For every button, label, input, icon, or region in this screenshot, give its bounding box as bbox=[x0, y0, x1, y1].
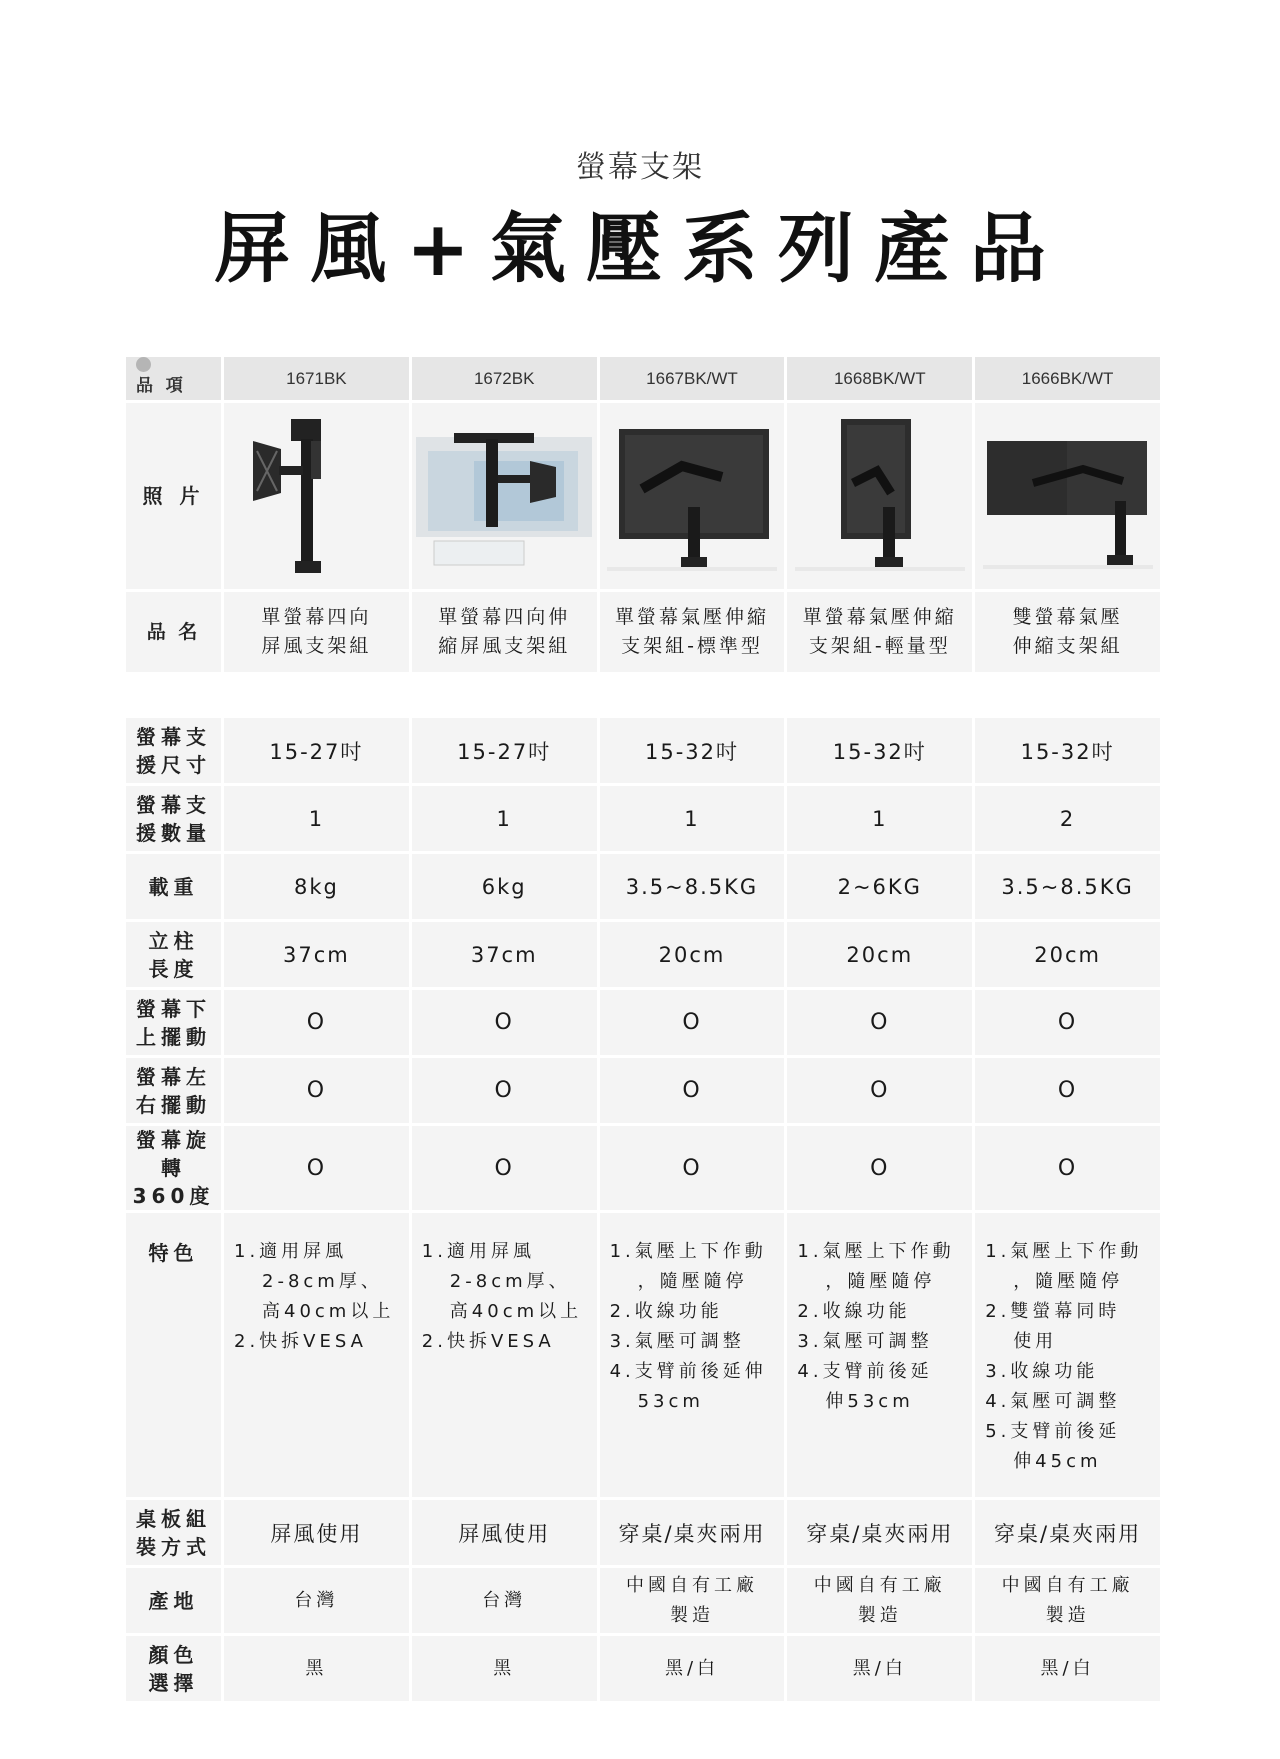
spec-value: 穿桌/桌夾兩用 bbox=[975, 1500, 1160, 1565]
feature-line: 1.適用屏風 bbox=[421, 1241, 535, 1262]
spec-value: 台灣 bbox=[224, 1568, 409, 1633]
spec-row bbox=[126, 922, 1160, 987]
spec-label: 螢幕左 右擺動 bbox=[126, 1058, 221, 1123]
spec-value: O bbox=[412, 1126, 597, 1210]
spec-value: 3.5~8.5KG bbox=[975, 854, 1160, 919]
product-photo bbox=[412, 403, 597, 589]
bullet-dot-icon bbox=[136, 357, 151, 372]
spec-value: 穿桌/桌夾兩用 bbox=[787, 1500, 972, 1565]
spec-label: 桌板組 裝方式 bbox=[126, 1500, 221, 1565]
item-label-cell bbox=[126, 357, 221, 400]
spec-value: 1 bbox=[224, 786, 409, 851]
page-title: 屏風+氣壓系列產品 bbox=[214, 204, 1066, 293]
spec-row bbox=[126, 1058, 1160, 1123]
spec-value: 8kg bbox=[224, 854, 409, 919]
feature-line: 2.收線功能 bbox=[797, 1301, 911, 1322]
model-cell: 1671BK bbox=[224, 357, 409, 400]
features-row bbox=[126, 1213, 1160, 1497]
spec-value: O bbox=[975, 1058, 1160, 1123]
spec-value: 3.5~8.5KG bbox=[600, 854, 785, 919]
features-label: 特色 bbox=[126, 1213, 221, 1497]
model-cell: 1666BK/WT bbox=[975, 357, 1160, 400]
feature-line: ，隨壓隨停 bbox=[637, 1271, 748, 1292]
product-name: 單螢幕四向伸 縮屏風支架組 bbox=[412, 592, 597, 672]
spec-value: 中國自有工廠 製造 bbox=[787, 1568, 972, 1633]
feature-line: 2-8cm厚、 bbox=[262, 1271, 383, 1292]
spec-value: 37cm bbox=[412, 922, 597, 987]
spec-value: 20cm bbox=[787, 922, 972, 987]
features-cell bbox=[787, 1213, 972, 1497]
gas-arm-monitor-icon bbox=[795, 411, 965, 581]
product-photo bbox=[975, 403, 1160, 589]
model-header-row bbox=[126, 357, 1160, 400]
item-label: 品 項 bbox=[136, 376, 187, 395]
spec-row bbox=[126, 854, 1160, 919]
spec-value: O bbox=[224, 1126, 409, 1210]
spec-value: 6kg bbox=[412, 854, 597, 919]
spec-value: 中國自有工廠 製造 bbox=[600, 1568, 785, 1633]
feature-line: 2-8cm厚、 bbox=[449, 1271, 571, 1292]
spec-value: 15-32吋 bbox=[975, 718, 1160, 783]
features-cell bbox=[975, 1213, 1160, 1497]
spec-label: 顏色 選擇 bbox=[126, 1636, 221, 1701]
feature-line: 1.氣壓上下作動 bbox=[797, 1241, 955, 1262]
spec-value: O bbox=[787, 1126, 972, 1210]
product-photo bbox=[600, 403, 785, 589]
product-photo bbox=[224, 403, 409, 589]
spec-value: 中國自有工廠 製造 bbox=[975, 1568, 1160, 1633]
photo-label: 照 片 bbox=[126, 403, 221, 589]
feature-line: 高40cm以上 bbox=[262, 1301, 395, 1322]
spec-label: 螢幕旋轉 360度 bbox=[126, 1126, 221, 1210]
feature-line: 4.氣壓可調整 bbox=[985, 1391, 1121, 1412]
product-overview-table bbox=[123, 354, 1163, 675]
photo-row bbox=[126, 403, 1160, 589]
model-cell: 1672BK bbox=[412, 357, 597, 400]
spec-value: O bbox=[600, 990, 785, 1055]
feature-line: 2.快拆VESA bbox=[421, 1331, 555, 1352]
spec-row bbox=[126, 786, 1160, 851]
spec-label: 立柱 長度 bbox=[126, 922, 221, 987]
color-row bbox=[126, 1636, 1160, 1701]
spec-value: O bbox=[412, 1058, 597, 1123]
page-subtitle: 螢幕支架 bbox=[576, 150, 704, 185]
feature-line: 2.收線功能 bbox=[609, 1301, 723, 1322]
feature-line: ，隨壓隨停 bbox=[1013, 1271, 1124, 1292]
features-cell bbox=[600, 1213, 785, 1497]
product-name: 雙螢幕氣壓 伸縮支架組 bbox=[975, 592, 1160, 672]
spec-row bbox=[126, 990, 1160, 1055]
gas-arm-monitor-icon bbox=[607, 411, 777, 581]
origin-row bbox=[126, 1568, 1160, 1633]
spec-label: 螢幕支 援數量 bbox=[126, 786, 221, 851]
spec-value: 15-27吋 bbox=[224, 718, 409, 783]
feature-line: 2.雙螢幕同時 bbox=[985, 1301, 1121, 1322]
feature-line: 4.支臂前後延伸 bbox=[609, 1361, 767, 1382]
feature-line: 5.支臂前後延 bbox=[985, 1421, 1121, 1442]
spec-label: 載重 bbox=[126, 854, 221, 919]
name-label: 品 名 bbox=[126, 592, 221, 672]
model-cell: 1667BK/WT bbox=[600, 357, 785, 400]
spec-value: O bbox=[975, 990, 1160, 1055]
product-name: 單螢幕氣壓伸縮 支架組-標準型 bbox=[600, 592, 785, 672]
feature-line: 1.氣壓上下作動 bbox=[985, 1241, 1143, 1262]
spec-table bbox=[123, 715, 1163, 1704]
spec-value: O bbox=[975, 1126, 1160, 1210]
partition-arm-icon bbox=[414, 411, 594, 581]
feature-line: 伸45cm bbox=[1013, 1451, 1102, 1472]
spec-value: O bbox=[412, 990, 597, 1055]
spec-value: O bbox=[224, 1058, 409, 1123]
spec-label: 螢幕下 上擺動 bbox=[126, 990, 221, 1055]
spec-label: 螢幕支 援尺寸 bbox=[126, 718, 221, 783]
feature-line: 53cm bbox=[637, 1391, 704, 1412]
spec-value: 15-27吋 bbox=[412, 718, 597, 783]
feature-line: 3.氣壓可調整 bbox=[797, 1331, 933, 1352]
spec-label: 產地 bbox=[126, 1568, 221, 1633]
spec-value: O bbox=[600, 1126, 785, 1210]
product-photo bbox=[787, 403, 972, 589]
product-name: 單螢幕氣壓伸縮 支架組-輕量型 bbox=[787, 592, 972, 672]
spec-value: 黑/白 bbox=[975, 1636, 1160, 1701]
spec-value: 2 bbox=[975, 786, 1160, 851]
spec-value: 37cm bbox=[224, 922, 409, 987]
spec-value: 15-32吋 bbox=[787, 718, 972, 783]
mount-row bbox=[126, 1500, 1160, 1565]
spec-value: 黑/白 bbox=[787, 1636, 972, 1701]
spec-value: 屏風使用 bbox=[224, 1500, 409, 1565]
spec-value: 黑/白 bbox=[600, 1636, 785, 1701]
feature-line: 4.支臂前後延 bbox=[797, 1361, 933, 1382]
spec-value: 屏風使用 bbox=[412, 1500, 597, 1565]
model-cell: 1668BK/WT bbox=[787, 357, 972, 400]
clamp-arm-icon bbox=[231, 411, 401, 581]
spec-value: 穿桌/桌夾兩用 bbox=[600, 1500, 785, 1565]
spec-value: O bbox=[787, 1058, 972, 1123]
product-name-row bbox=[126, 592, 1160, 672]
spec-value: 黑 bbox=[224, 1636, 409, 1701]
feature-line: 2.快拆VESA bbox=[234, 1331, 367, 1352]
spec-value: 1 bbox=[787, 786, 972, 851]
product-name: 單螢幕四向 屏風支架組 bbox=[224, 592, 409, 672]
feature-line: 1.氣壓上下作動 bbox=[609, 1241, 767, 1262]
feature-line: ，隨壓隨停 bbox=[825, 1271, 936, 1292]
spec-value: 20cm bbox=[975, 922, 1160, 987]
spec-value: 20cm bbox=[600, 922, 785, 987]
feature-line: 使用 bbox=[1013, 1331, 1058, 1352]
features-cell bbox=[412, 1213, 597, 1497]
spec-value: O bbox=[787, 990, 972, 1055]
features-cell bbox=[224, 1213, 409, 1497]
feature-line: 3.氣壓可調整 bbox=[609, 1331, 745, 1352]
feature-line: 3.收線功能 bbox=[985, 1361, 1099, 1382]
feature-line: 伸53cm bbox=[825, 1391, 914, 1412]
spec-value: 1 bbox=[600, 786, 785, 851]
feature-line: 1.適用屏風 bbox=[234, 1241, 348, 1262]
spec-row bbox=[126, 718, 1160, 783]
spec-value: 黑 bbox=[412, 1636, 597, 1701]
spec-value: O bbox=[600, 1058, 785, 1123]
spec-value: 2~6KG bbox=[787, 854, 972, 919]
spec-value: 1 bbox=[412, 786, 597, 851]
spec-value: O bbox=[224, 990, 409, 1055]
feature-line: 高40cm以上 bbox=[449, 1301, 583, 1322]
dual-monitor-arm-icon bbox=[983, 411, 1153, 581]
spec-value: 15-32吋 bbox=[600, 718, 785, 783]
spec-row bbox=[126, 1126, 1160, 1210]
spec-value: 台灣 bbox=[412, 1568, 597, 1633]
